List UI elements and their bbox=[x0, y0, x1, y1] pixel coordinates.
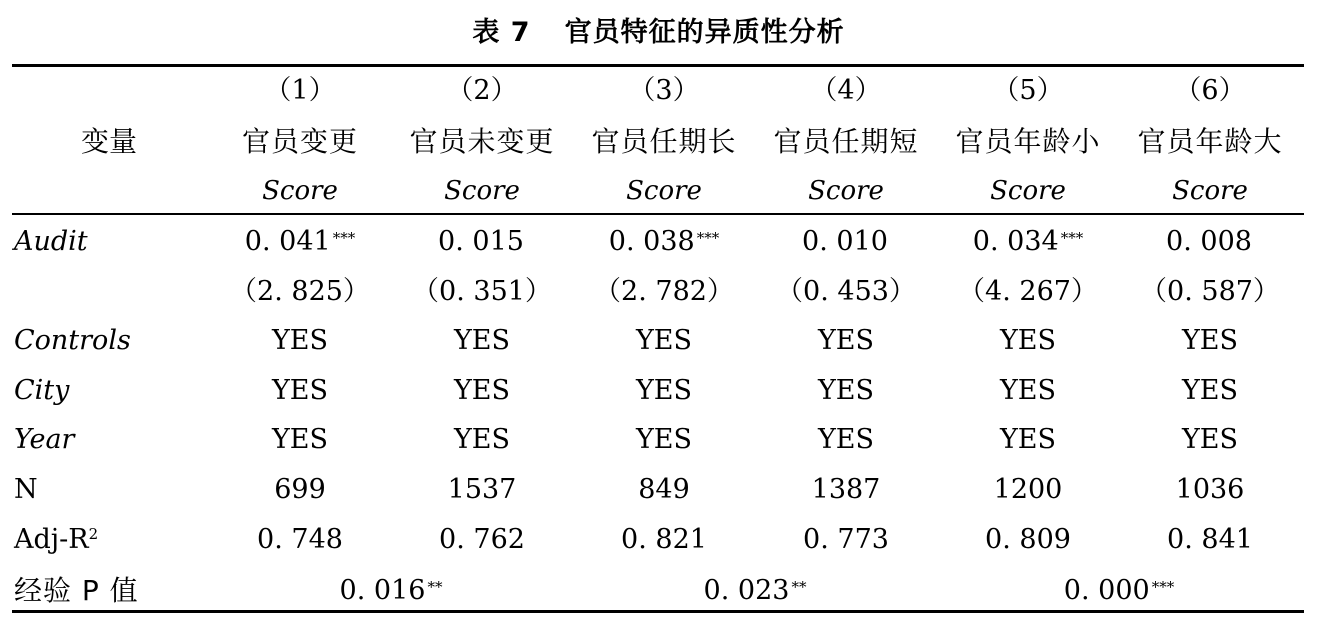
table-cell: YES bbox=[271, 325, 329, 356]
table-cell: 849 bbox=[638, 474, 690, 505]
table-cell: YES bbox=[635, 424, 693, 455]
column-name: 官员年龄大 bbox=[1137, 125, 1283, 158]
table-cell: 0. 762 bbox=[439, 524, 525, 555]
table-cell: 0. 821 bbox=[621, 524, 707, 555]
table-cell: YES bbox=[817, 424, 875, 455]
column-number: （3） bbox=[628, 75, 700, 106]
table-cell: 699 bbox=[274, 474, 326, 505]
row-label-controls: Controls bbox=[14, 325, 131, 356]
table-cell: YES bbox=[635, 375, 693, 406]
table-cell: 1537 bbox=[447, 474, 517, 505]
p-value-cell bbox=[937, 566, 1301, 616]
table-caption: 官员特征的异质性分析 bbox=[564, 17, 845, 48]
row-label-adj-r2 bbox=[14, 515, 98, 565]
t-statistic: （0. 587） bbox=[1140, 276, 1280, 307]
table-cell: 0. 748 bbox=[257, 524, 343, 555]
column-name: 官员任期长 bbox=[591, 125, 737, 158]
audit-coef-cell bbox=[755, 217, 937, 267]
table-cell: 0. 809 bbox=[985, 524, 1071, 555]
coef-value: 0. 015 bbox=[438, 226, 524, 257]
column-number: （4） bbox=[810, 75, 882, 106]
t-statistic: （0. 351） bbox=[412, 276, 552, 307]
table-cell: 1200 bbox=[993, 474, 1063, 505]
adj-r-text: Adj-R bbox=[14, 524, 89, 555]
audit-coef-cell bbox=[937, 217, 1119, 267]
significance-stars: *** bbox=[1151, 578, 1175, 596]
column-number: （2） bbox=[446, 75, 518, 106]
table-cell: YES bbox=[453, 375, 511, 406]
table-cell: 1387 bbox=[811, 474, 881, 505]
p-value: 0. 016 bbox=[339, 575, 426, 606]
dependent-variable: Score bbox=[990, 176, 1066, 206]
column-number: （1） bbox=[264, 75, 336, 106]
significance-stars: ** bbox=[791, 578, 807, 596]
column-name: 官员变更 bbox=[241, 125, 358, 158]
table-cell: 0. 773 bbox=[803, 524, 889, 555]
significance-stars: *** bbox=[332, 229, 356, 247]
column-name: 官员任期短 bbox=[773, 125, 919, 158]
coef-value: 0. 041 bbox=[244, 226, 331, 257]
row-label-p-value: 经验 P 值 bbox=[14, 574, 139, 607]
dependent-variable: Score bbox=[1172, 176, 1248, 206]
significance-stars: *** bbox=[1060, 229, 1084, 247]
table-cell: YES bbox=[999, 424, 1057, 455]
audit-coef-cell bbox=[209, 217, 391, 267]
table-cell: YES bbox=[1181, 375, 1239, 406]
row-label-city: City bbox=[14, 375, 70, 406]
p-value-cell bbox=[573, 566, 937, 616]
t-statistic: （2. 825） bbox=[230, 276, 370, 307]
table-cell: YES bbox=[1181, 325, 1239, 356]
table-cell: YES bbox=[453, 325, 511, 356]
dependent-variable: Score bbox=[808, 176, 884, 206]
table-title bbox=[0, 10, 1317, 49]
t-statistic: （4. 267） bbox=[958, 276, 1098, 307]
p-value-cell bbox=[209, 566, 573, 616]
row-label-audit: Audit bbox=[14, 226, 88, 257]
column-number: （6） bbox=[1174, 75, 1246, 106]
table-cell: YES bbox=[453, 424, 511, 455]
table-cell: YES bbox=[271, 424, 329, 455]
row-label-year: Year bbox=[14, 424, 75, 455]
table-cell: YES bbox=[999, 325, 1057, 356]
superscript: 2 bbox=[88, 525, 99, 543]
p-value: 0. 023 bbox=[703, 575, 790, 606]
column-name: 官员年龄小 bbox=[955, 125, 1101, 158]
coef-value: 0. 038 bbox=[608, 226, 695, 257]
row-label-n: N bbox=[14, 474, 38, 505]
p-value: 0. 000 bbox=[1063, 575, 1150, 606]
t-statistic: （2. 782） bbox=[594, 276, 734, 307]
column-name: 官员未变更 bbox=[409, 125, 555, 158]
dependent-variable: Score bbox=[444, 176, 520, 206]
significance-stars: ** bbox=[427, 578, 443, 596]
table-cell: YES bbox=[635, 325, 693, 356]
audit-coef-cell bbox=[391, 217, 573, 267]
dependent-variable: Score bbox=[262, 176, 338, 206]
table-cell: 1036 bbox=[1175, 474, 1245, 505]
table-cell: YES bbox=[1181, 424, 1239, 455]
table-cell: YES bbox=[817, 325, 875, 356]
column-number: （5） bbox=[992, 75, 1064, 106]
audit-coef-cell bbox=[573, 217, 755, 267]
coef-value: 0. 034 bbox=[972, 226, 1059, 257]
dependent-variable: Score bbox=[626, 176, 702, 206]
coef-value: 0. 008 bbox=[1166, 226, 1252, 257]
table-cell: YES bbox=[999, 375, 1057, 406]
table-cell: YES bbox=[817, 375, 875, 406]
variable-header: 变量 bbox=[80, 125, 137, 158]
significance-stars: *** bbox=[696, 229, 720, 247]
table-cell: 0. 841 bbox=[1167, 524, 1253, 555]
table-number: 表 7 bbox=[472, 17, 531, 48]
table-cell: YES bbox=[271, 375, 329, 406]
t-statistic: （0. 453） bbox=[776, 276, 916, 307]
audit-coef-cell bbox=[1119, 217, 1301, 267]
coef-value: 0. 010 bbox=[802, 226, 888, 257]
